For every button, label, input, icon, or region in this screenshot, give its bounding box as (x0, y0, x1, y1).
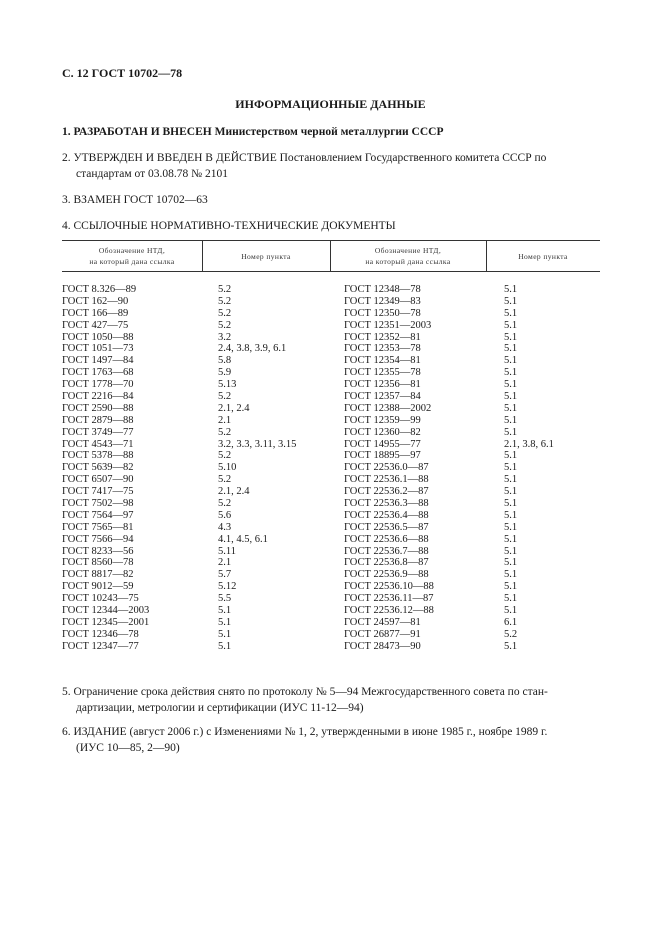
table-row (62, 510, 600, 522)
doc-designation-cell: ГОСТ 22536.8—87 (344, 557, 429, 569)
table-row (62, 332, 600, 344)
clause-number-cell: 5.1 (218, 605, 232, 617)
doc-designation-cell: ГОСТ 2216—84 (62, 391, 134, 403)
clause-number-cell: 5.5 (218, 593, 232, 605)
table-row (62, 284, 600, 296)
doc-designation-cell: ГОСТ 12351—2003 (344, 319, 432, 331)
clause-number-cell: 5.1 (504, 367, 518, 379)
table-row (62, 320, 600, 332)
clause-number-cell: 5.12 (218, 581, 237, 593)
doc-designation-cell: ГОСТ 12348—78 (344, 284, 421, 295)
doc-designation-cell: ГОСТ 2879—88 (62, 414, 134, 426)
table-header (62, 240, 600, 272)
doc-designation-cell: ГОСТ 8.326—89 (62, 284, 137, 295)
doc-designation-cell: ГОСТ 12355—78 (344, 367, 421, 379)
table-row (62, 534, 600, 546)
section-1 (62, 124, 602, 140)
clause-number-cell: 5.1 (504, 319, 518, 331)
doc-designation-cell: ГОСТ 8233—56 (62, 545, 134, 557)
doc-designation-cell: ГОСТ 1778—70 (62, 379, 134, 391)
table-row (62, 546, 600, 558)
table-row (62, 308, 600, 320)
clause-number-cell: 5.1 (504, 498, 518, 510)
table-row (62, 617, 600, 629)
clause-number-cell: 4.3 (218, 521, 232, 533)
section-2-line2: стандартам от 03.08.78 № 2101 (76, 168, 228, 180)
clause-number-cell: 5.1 (218, 616, 232, 628)
doc-designation-cell: ГОСТ 7417—75 (62, 486, 134, 498)
doc-designation-cell: ГОСТ 14955—77 (344, 438, 421, 450)
table-row (62, 296, 600, 308)
doc-designation-cell: ГОСТ 7502—98 (62, 498, 134, 510)
doc-designation-cell: ГОСТ 8817—82 (62, 569, 134, 581)
doc-designation-cell: ГОСТ 22536.4—88 (344, 509, 429, 521)
clause-number-cell: 5.1 (218, 628, 232, 640)
doc-designation-cell: ГОСТ 24597—81 (344, 616, 421, 628)
section-2-line1: 2. УТВЕРЖДЕН И ВВЕДЕН В ДЕЙСТВИЕ Постановлением Государственного комитета СССР по (62, 152, 547, 164)
clause-number-cell: 6.1 (504, 616, 518, 628)
section-5-line2: дартизации, метрологии и сертификации (ИУС 11-12—94) (76, 702, 364, 714)
header-doc-2: Обозначение НТД, на который дана ссылка (365, 246, 451, 266)
doc-designation-cell: ГОСТ 12359—99 (344, 414, 421, 426)
doc-designation-cell: ГОСТ 7564—97 (62, 509, 134, 521)
clause-number-cell: 5.13 (218, 379, 237, 391)
table-row (62, 379, 600, 391)
doc-designation-cell: ГОСТ 22536.10—88 (344, 581, 434, 593)
table-row (62, 391, 600, 403)
clause-number-cell: 5.1 (504, 462, 518, 474)
table-row (62, 450, 600, 462)
doc-designation-cell: ГОСТ 22536.0—87 (344, 462, 429, 474)
clause-number-cell: 5.2 (218, 450, 232, 462)
clause-number-cell: 5.1 (504, 355, 518, 367)
clause-number-cell: 5.2 (218, 391, 232, 403)
clause-number-cell: 5.1 (504, 509, 518, 521)
section-3: 3. ВЗАМЕН ГОСТ 10702—63 (62, 194, 208, 206)
doc-designation-cell: ГОСТ 22536.7—88 (344, 545, 429, 557)
clause-number-cell: 5.1 (504, 391, 518, 403)
doc-designation-cell: ГОСТ 12347—77 (62, 640, 139, 652)
doc-designation-cell: ГОСТ 18895—97 (344, 450, 421, 462)
clause-number-cell: 5.1 (504, 295, 518, 307)
clause-number-cell: 2.1 (218, 557, 232, 569)
doc-designation-cell: ГОСТ 162—90 (62, 295, 129, 307)
doc-designation-cell: ГОСТ 9012—59 (62, 581, 134, 593)
doc-designation-cell: ГОСТ 3749—77 (62, 426, 134, 438)
page-header: С. 12 ГОСТ 10702—78 (62, 66, 183, 80)
doc-designation-cell: ГОСТ 1763—68 (62, 367, 134, 379)
clause-number-cell: 2.1 (218, 414, 232, 426)
doc-designation-cell: ГОСТ 12357—84 (344, 391, 421, 403)
table-row (62, 427, 600, 439)
clause-number-cell: 3.2 (218, 331, 232, 343)
clause-number-cell: 5.6 (218, 509, 232, 521)
doc-designation-cell: ГОСТ 12353—78 (344, 343, 421, 355)
doc-designation-cell: ГОСТ 12388—2002 (344, 402, 432, 414)
clause-number-cell: 5.1 (218, 640, 232, 652)
doc-designation-cell: ГОСТ 22536.5—87 (344, 521, 429, 533)
table-row (62, 581, 600, 593)
table-row (62, 569, 600, 581)
section-5 (62, 684, 602, 716)
clause-number-cell: 2.1, 3.8, 6.1 (504, 438, 554, 450)
clause-number-cell: 5.1 (504, 533, 518, 545)
doc-designation-cell: ГОСТ 22536.1—88 (344, 474, 429, 486)
clause-number-cell: 5.1 (504, 402, 518, 414)
doc-designation-cell: ГОСТ 1050—88 (62, 331, 134, 343)
clause-number-cell: 5.1 (504, 605, 518, 617)
clause-number-cell: 5.1 (504, 343, 518, 355)
clause-number-cell: 5.2 (218, 474, 232, 486)
doc-designation-cell: ГОСТ 12349—83 (344, 295, 421, 307)
doc-designation-cell: ГОСТ 12350—78 (344, 307, 421, 319)
doc-designation-cell: ГОСТ 5639—82 (62, 462, 134, 474)
table-row (62, 593, 600, 605)
table-row (62, 367, 600, 379)
doc-designation-cell: ГОСТ 2590—88 (62, 402, 134, 414)
doc-designation-cell: ГОСТ 22536.6—88 (344, 533, 429, 545)
clause-number-cell: 4.1, 4.5, 6.1 (218, 533, 268, 545)
clause-number-cell: 5.9 (218, 367, 232, 379)
doc-designation-cell: ГОСТ 6507—90 (62, 474, 134, 486)
clause-number-cell: 5.1 (504, 557, 518, 569)
table-row (62, 629, 600, 641)
doc-designation-cell: ГОСТ 22536.3—88 (344, 498, 429, 510)
clause-number-cell: 2.4, 3.8, 3.9, 6.1 (218, 343, 287, 355)
clause-number-cell: 5.11 (218, 545, 236, 557)
clause-number-cell: 5.2 (504, 628, 518, 640)
clause-number-cell: 5.1 (504, 284, 518, 295)
section-6-line2: (ИУС 10—85, 2—90) (76, 742, 180, 754)
clause-number-cell: 5.1 (504, 569, 518, 581)
doc-designation-cell: ГОСТ 28473—90 (344, 640, 421, 652)
table-row (62, 557, 600, 569)
table-row (62, 343, 600, 355)
doc-designation-cell: ГОСТ 22536.11—87 (344, 593, 434, 605)
clause-number-cell: 5.1 (504, 640, 518, 652)
clause-number-cell: 5.1 (504, 450, 518, 462)
doc-designation-cell: ГОСТ 22536.9—88 (344, 569, 429, 581)
doc-designation-cell: ГОСТ 12352—81 (344, 331, 421, 343)
clause-number-cell: 5.2 (218, 295, 232, 307)
table-row (62, 486, 600, 498)
clause-number-cell: 5.2 (218, 426, 232, 438)
clause-number-cell: 5.2 (218, 307, 232, 319)
reference-table (62, 240, 600, 653)
section-6-line1: 6. ИЗДАНИЕ (август 2006 г.) с Изменениями № 1, 2, утвержденными в июне 1985 г., ноябре 1989 г. (62, 726, 548, 738)
clause-number-cell: 5.8 (218, 355, 232, 367)
doc-designation-cell: ГОСТ 1051—73 (62, 343, 134, 355)
doc-designation-cell: ГОСТ 427—75 (62, 319, 129, 331)
doc-designation-cell: ГОСТ 8560—78 (62, 557, 134, 569)
header-clause-1: Номер пункта (241, 251, 291, 261)
doc-designation-cell: ГОСТ 7565—81 (62, 521, 134, 533)
doc-designation-cell: ГОСТ 12346—78 (62, 628, 139, 640)
clause-number-cell: 2.1, 2.4 (218, 486, 250, 498)
section-1-text: Министерством черной металлургии СССР (214, 126, 444, 138)
clause-number-cell: 5.10 (218, 462, 237, 474)
section-2 (62, 150, 602, 182)
table-row (62, 641, 600, 653)
clause-number-cell: 5.1 (504, 307, 518, 319)
clause-number-cell: 5.2 (218, 498, 232, 510)
clause-number-cell: 5.1 (504, 581, 518, 593)
clause-number-cell: 5.2 (218, 319, 232, 331)
clause-number-cell: 5.1 (504, 379, 518, 391)
table-row (62, 522, 600, 534)
doc-designation-cell: ГОСТ 5378—88 (62, 450, 134, 462)
header-clause-2: Номер пункта (518, 251, 568, 261)
doc-designation-cell: ГОСТ 1497—84 (62, 355, 134, 367)
clause-number-cell: 5.1 (504, 414, 518, 426)
clause-number-cell: 5.1 (504, 331, 518, 343)
table-row (62, 415, 600, 427)
section-4: 4. ССЫЛОЧНЫЕ НОРМАТИВНО-ТЕХНИЧЕСКИЕ ДОКУМЕНТЫ (62, 220, 396, 232)
clause-number-cell: 5.1 (504, 486, 518, 498)
doc-designation-cell: ГОСТ 10243—75 (62, 593, 139, 605)
table-row (62, 403, 600, 415)
clause-number-cell: 5.1 (504, 474, 518, 486)
doc-designation-cell: ГОСТ 166—89 (62, 307, 129, 319)
doc-designation-cell: ГОСТ 7566—94 (62, 533, 134, 545)
table-row (62, 355, 600, 367)
table-row (62, 605, 600, 617)
clause-number-cell: 5.1 (504, 521, 518, 533)
section-5-line1: 5. Ограничение срока действия снято по протоколу № 5—94 Межгосударственного совета по стан- (62, 686, 548, 698)
doc-designation-cell: ГОСТ 22536.12—88 (344, 605, 434, 617)
doc-designation-cell: ГОСТ 22536.2—87 (344, 486, 429, 498)
clause-number-cell: 5.1 (504, 593, 518, 605)
clause-number-cell: 3.2, 3.3, 3.11, 3.15 (218, 438, 297, 450)
section-6 (62, 724, 602, 756)
table-body (62, 284, 600, 653)
table-row (62, 474, 600, 486)
table-row (62, 439, 600, 451)
doc-designation-cell: ГОСТ 12354—81 (344, 355, 421, 367)
doc-designation-cell: ГОСТ 4543—71 (62, 438, 134, 450)
doc-designation-cell: ГОСТ 12356—81 (344, 379, 421, 391)
doc-designation-cell: ГОСТ 12360—82 (344, 426, 421, 438)
doc-designation-cell: ГОСТ 12345—2001 (62, 616, 150, 628)
doc-designation-cell: ГОСТ 26877—91 (344, 628, 421, 640)
clause-number-cell: 5.2 (218, 284, 232, 295)
page-title: ИНФОРМАЦИОННЫЕ ДАННЫЕ (235, 97, 426, 111)
clause-number-cell: 5.1 (504, 426, 518, 438)
doc-designation-cell: ГОСТ 12344—2003 (62, 605, 150, 617)
section-1-heading: 1. РАЗРАБОТАН И ВНЕСЕН (62, 126, 212, 138)
clause-number-cell: 5.1 (504, 545, 518, 557)
table-row (62, 462, 600, 474)
header-doc-1: Обозначение НТД, на который дана ссылка (89, 246, 175, 266)
table-row (62, 498, 600, 510)
clause-number-cell: 2.1, 2.4 (218, 402, 250, 414)
clause-number-cell: 5.7 (218, 569, 232, 581)
